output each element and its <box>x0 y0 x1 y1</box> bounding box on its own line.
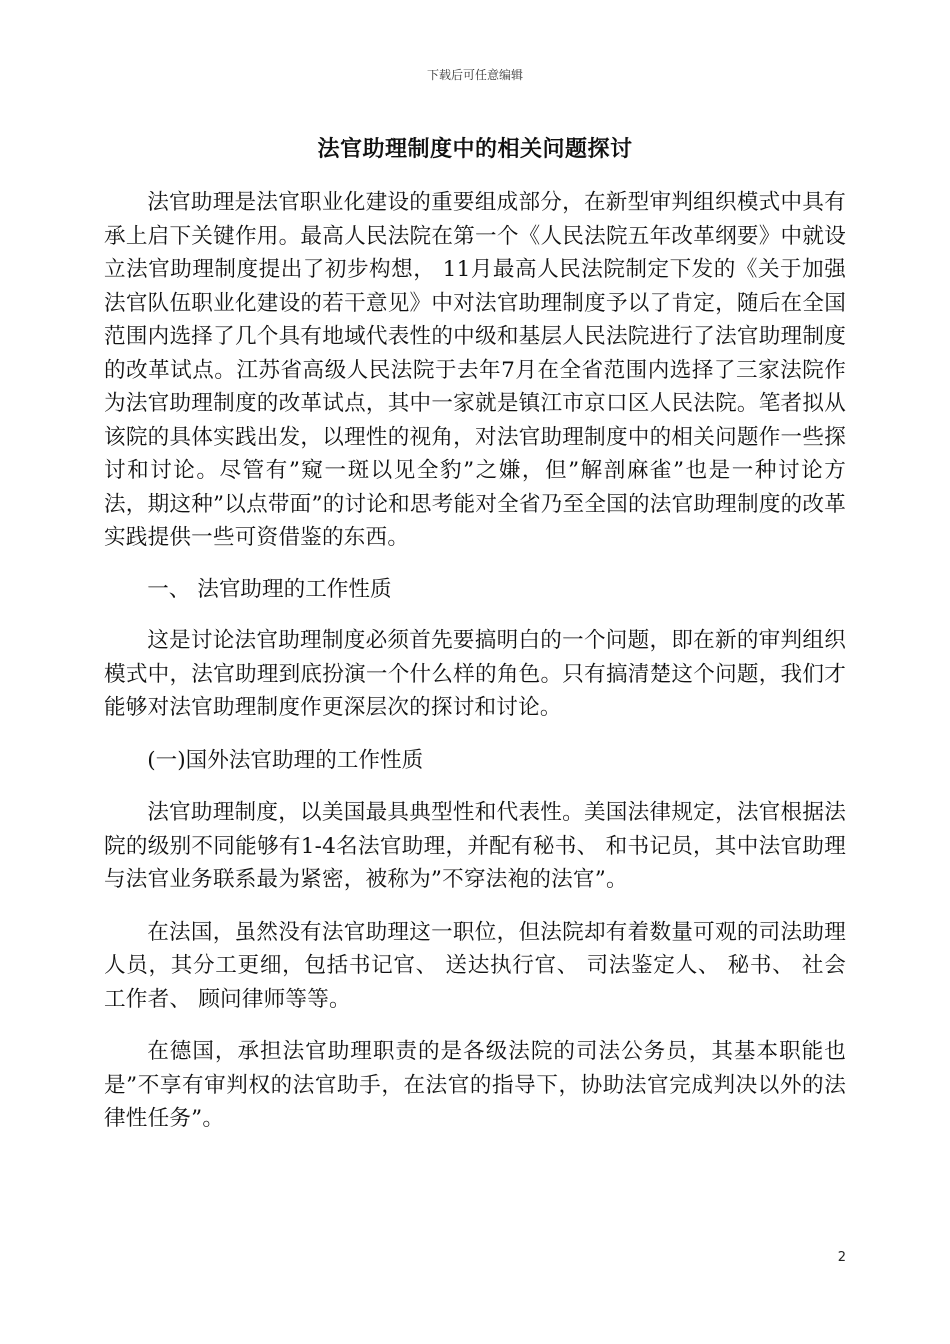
subsection-heading-1: (一)国外法官助理的工作性质 <box>147 747 424 773</box>
document-body <box>104 186 846 1136</box>
section-heading-1: 一、 法官助理的工作性质 <box>147 576 392 602</box>
paragraph-germany: 在德国，承担法官助理职责的是各级法院的司法公务员，其基本职能也是”不享有审判权的法官助手，在法官的指导下，协助法官完成判决以外的法律性任务”。 <box>104 1039 846 1131</box>
header-note: 下载后可任意编辑 <box>426 68 523 82</box>
document-title: 法官助理制度中的相关问题探讨 <box>317 137 633 162</box>
paragraph-france: 在法国，虽然没有法官助理这一职位，但法院却有着数量可观的司法助理人员，其分工更细，包括书记官、 送达执行官、 司法鉴定人、 秘书、 社会工作者、 顾问律师等等。 <box>104 919 846 1012</box>
section-1-paragraph: 这是讨论法官助理制度必须首先要搞明白的一个问题，即在新的审判组织模式中，法官助理到底扮演一个什么样的角色。只有搞清楚这个问题，我们才能够对法官助理制度作更深层次的探讨和讨论。 <box>104 628 846 720</box>
paragraph-usa: 法官助理制度，以美国最具典型性和代表性。美国法律规定，法官根据法院的级别不同能够有1-4名法官助理，并配有秘书、 和书记员，其中法官助理与法官业务联系最为紧密，被称为”不穿法袍的法官”。 <box>104 800 846 892</box>
page-number: 2 <box>837 1250 846 1265</box>
intro-paragraph: 法官助理是法官职业化建设的重要组成部分，在新型审判组织模式中具有承上启下关键作用。最高人民法院在第一个《人民法院五年改革纲要》中就设立法官助理制度提出了初步构想， 11月最高人民法院制定下发的《关于加强法官队伍职业化建设的若干意见》中对法官助理制度予以了肯定，随后在全国范围内选择了几个具有地域代表性的中级和基层人民法院进行了法官助理制度的改革试点。江苏省高级人民法院于去年7月在全省范围内选择了三家法院作为法官助理制度的改革试点，其中一家就是镇江市京口区人民法院。笔者拟从该院的具体实践出发，以理性的视角，对法官助理制度中的相关问题作一些探讨和讨论。尽管有”窥一斑以见全豹”之嫌，但”解剖麻雀”也是一种讨论方法，期这种”以点带面”的讨论和思考能对全省乃至全国的法官助理制度的改革实践提供一些可资借鉴的东西。 <box>104 190 846 550</box>
